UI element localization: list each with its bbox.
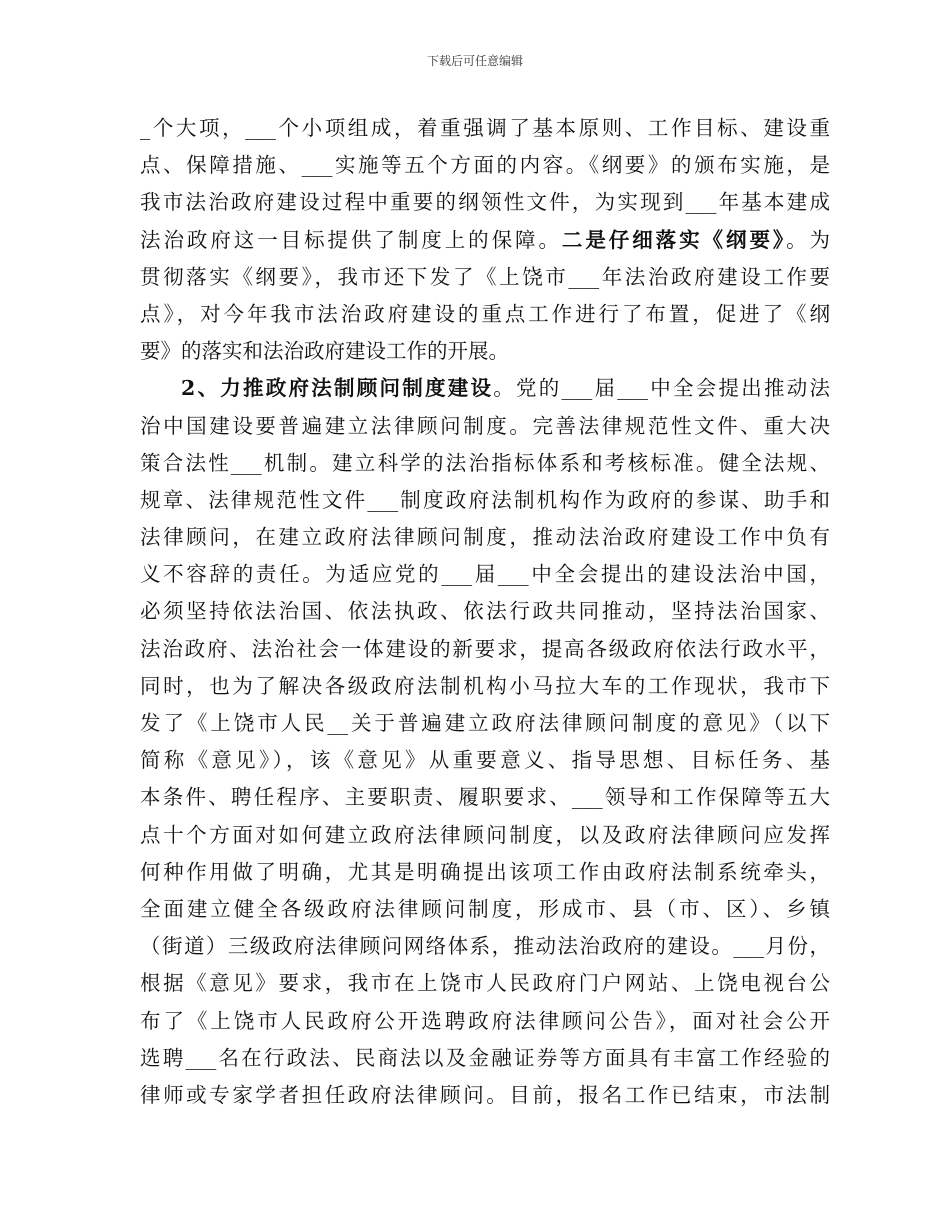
text-line: 必须坚持依法治国、依法执政、依法行政共同推动，坚持法治国家、 bbox=[140, 599, 830, 624]
page-header: 下载后可任意编辑 bbox=[426, 54, 523, 68]
text-line: 规章、法律规范性文件___制度政府法制机构作为政府的参谋、助手和 bbox=[140, 487, 830, 512]
text-line: 点十个方面对如何建立政府法律顾问制度，以及政府法律顾问应发挥 bbox=[140, 822, 830, 847]
text-line: 点、保障措施、___实施等五个方面的内容。《纲要》的颁布实施，是 bbox=[140, 153, 830, 178]
paragraph-1 bbox=[140, 110, 830, 370]
document-body bbox=[140, 110, 830, 1114]
bold-heading: 二是仔细落实《纲要》 bbox=[561, 227, 787, 252]
text-line: 治中国建设要普遍建立法律顾问制度。完善法律规范性文件、重大决 bbox=[140, 413, 830, 438]
text-line: 根据《意见》要求，我市在上饶市人民政府门户网站、上饶电视台公 bbox=[140, 971, 830, 996]
text-line: _个大项，___个小项组成，着重强调了基本原则、工作目标、建设重 bbox=[140, 116, 830, 140]
text-line bbox=[140, 370, 830, 407]
text-line: 简称《意见》），该《意见》从重要意义、指导思想、目标任务、基 bbox=[140, 748, 830, 773]
text-line: 义不容辞的责任。为适应党的___届___中全会提出的建设法治中国， bbox=[140, 562, 830, 587]
text-line: 布了《上饶市人民政府公开选聘政府法律顾问公告》，面对社会公开 bbox=[140, 1008, 830, 1033]
text-span: 。为 bbox=[786, 227, 830, 252]
text-line: 我市法治政府建设过程中重要的纲领性文件，为实现到___年基本建成 bbox=[140, 190, 830, 215]
text-line: 何种作用做了明确，尤其是明确提出该项工作由政府法制系统牵头， bbox=[140, 859, 830, 884]
section-heading: 2、力推政府法制顾问制度建设 bbox=[181, 376, 494, 401]
paragraph-2 bbox=[140, 370, 830, 1114]
text-line: 同时，也为了解决各级政府法制机构小马拉大车的工作现状，我市下 bbox=[140, 673, 830, 698]
text-line: 本条件、聘任程序、主要职责、履职要求、___领导和工作保障等五大 bbox=[140, 785, 830, 810]
text-line: 律师或专家学者担任政府法律顾问。目前，报名工作已结束，市法制 bbox=[140, 1082, 830, 1107]
text-line: 全面建立健全各级政府法律顾问制度，形成市、县（市、区）、乡镇 bbox=[140, 896, 830, 921]
text-span: 。党的___届___中全会提出推动法 bbox=[493, 376, 830, 401]
text-line: 法律顾问，在建立政府法律顾问制度，推动法治政府建设工作中负有 bbox=[140, 525, 830, 550]
text-line: 策合法性___机制。建立科学的法治指标体系和考核标准。健全法规、 bbox=[140, 450, 830, 475]
text-line: （街道）三级政府法律顾问网络体系，推动法治政府的建设。___月份， bbox=[140, 934, 830, 959]
text-span: 法治政府这一目标提供了制度上的保障。 bbox=[140, 227, 562, 252]
text-line: 点》，对今年我市法治政府建设的重点工作进行了布置，促进了《纲 bbox=[140, 301, 830, 326]
text-line: 发了《上饶市人民__关于普遍建立政府法律顾问制度的意见》（以下 bbox=[140, 711, 830, 735]
text-line: 法治政府、法治社会一体建设的新要求，提高各级政府依法行政水平， bbox=[140, 636, 830, 661]
text-line bbox=[140, 222, 830, 259]
text-line: 要》的落实和法治政府建设工作的开展。 bbox=[140, 339, 509, 364]
text-line: 选聘___名在行政法、民商法以及金融证券等方面具有丰富工作经验的 bbox=[140, 1045, 830, 1070]
text-line: 贯彻落实《纲要》，我市还下发了《上饶市___年法治政府建设工作要 bbox=[140, 264, 830, 289]
